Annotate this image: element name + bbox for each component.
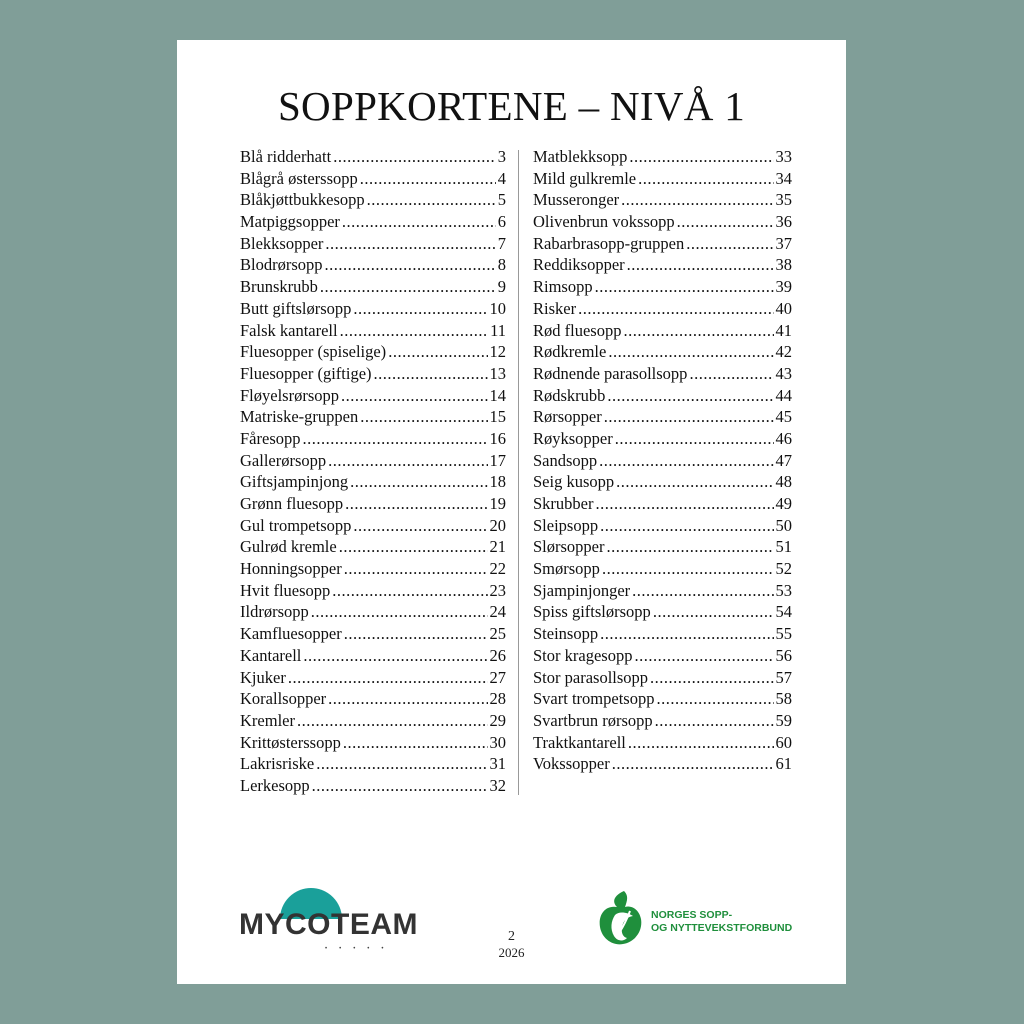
toc-entry [533, 558, 792, 580]
toc-entry-name: Smørsopp [533, 559, 600, 579]
toc-entry [240, 601, 506, 623]
toc-leader-dots [388, 341, 487, 363]
column-divider [518, 150, 519, 795]
toc-leader-dots [360, 168, 496, 190]
nsn-wordmark [651, 909, 792, 935]
document-page [177, 40, 846, 984]
toc-entry-name: Giftsjampinjong [240, 472, 349, 492]
toc-leader-dots [353, 298, 487, 320]
toc-entry-page: 51 [775, 537, 792, 557]
toc-leader-dots [343, 732, 488, 754]
toc-entry-name: Spiss giftslørsopp [533, 602, 651, 622]
toc-entry-page: 34 [775, 168, 792, 188]
toc-entry [533, 406, 792, 428]
toc-entry [533, 276, 792, 298]
toc-leader-dots [311, 601, 488, 623]
toc-entry [240, 645, 506, 667]
toc-entry-name: Vokssopper [533, 754, 610, 774]
toc-leader-dots [374, 363, 488, 385]
toc-right-column [533, 146, 792, 775]
toc-entry [533, 601, 792, 623]
toc-entry-name: Grønn fluesopp [240, 494, 344, 513]
toc-entry-name: Matblekksopp [533, 147, 628, 166]
toc-leader-dots [656, 688, 773, 710]
toc-entry [240, 623, 506, 645]
toc-entry-page: 4 [497, 168, 506, 188]
toc-leader-dots [344, 558, 488, 580]
toc-leader-dots [312, 775, 488, 797]
toc-entry [533, 146, 792, 168]
toc-leader-dots [650, 667, 773, 689]
toc-entry-page: 52 [775, 559, 792, 579]
toc-entry [240, 406, 506, 428]
page-title: SOPPKORTENE – NIVÅ 1 [277, 83, 746, 129]
toc-entry-name: Hvit fluesopp [240, 580, 331, 600]
toc-entry-page: 29 [489, 710, 506, 730]
toc-entry-name: Røyksopper [533, 428, 613, 448]
toc-entry-name: Korallsopper [240, 689, 327, 709]
toc-entry [240, 428, 506, 450]
toc-entry-page: 48 [775, 472, 792, 492]
toc-leader-dots [627, 254, 774, 276]
toc-entry-name: Blåkjøttbukkesopp [240, 190, 365, 210]
toc-leader-dots [345, 493, 487, 515]
toc-entry-page: 12 [489, 342, 506, 362]
toc-entry [533, 385, 792, 407]
toc-entry-page: 35 [775, 190, 792, 210]
toc-entry-name: Risker [533, 298, 577, 318]
toc-leader-dots [689, 363, 773, 385]
leaf-logo-icon [597, 889, 645, 947]
toc-entry-page: 5 [497, 190, 506, 210]
toc-entry-name: Skrubber [533, 494, 594, 513]
toc-leader-dots [325, 233, 495, 255]
toc-entry-page: 36 [775, 212, 792, 232]
toc-leader-dots [595, 276, 774, 298]
toc-leader-dots [303, 428, 488, 450]
toc-entry-name: Mild gulkremle [533, 168, 637, 188]
toc-entry-name: Fluesopper (giftige) [240, 363, 372, 383]
toc-entry [533, 450, 792, 472]
toc-leader-dots [616, 471, 773, 493]
toc-entry-page: 25 [489, 624, 506, 644]
toc-entry-name: Krittøsterssopp [240, 732, 341, 752]
toc-entry [240, 450, 506, 472]
toc-entry [533, 298, 792, 320]
toc-entry [240, 493, 506, 515]
toc-leader-dots [599, 450, 773, 472]
toc-leader-dots [342, 211, 496, 233]
toc-entry-page: 7 [497, 233, 506, 253]
toc-entry-name: Honningsopper [240, 559, 342, 579]
toc-entry-name: Olivenbrun vokssopp [533, 212, 675, 232]
toc-entry-page: 24 [489, 602, 506, 622]
toc-entry-page: 8 [497, 255, 506, 275]
toc-leader-dots [608, 341, 773, 363]
toc-entry-page: 42 [775, 342, 792, 362]
mycoteam-wordmark: MYCOTEAM [239, 908, 418, 941]
toc-entry [533, 515, 792, 537]
toc-entry [240, 363, 506, 385]
toc-entry-page: 37 [775, 233, 792, 253]
toc-entry-name: Blekksopper [240, 233, 324, 253]
toc-leader-dots [320, 276, 496, 298]
toc-entry-name: Blodrørsopp [240, 255, 323, 275]
toc-entry-name: Stor parasollsopp [533, 667, 649, 687]
toc-entry [240, 146, 506, 168]
nsn-logo [597, 889, 797, 949]
toc-entry-page: 26 [489, 645, 506, 665]
toc-entry [533, 732, 792, 754]
toc-entry [533, 667, 792, 689]
toc-entry [240, 233, 506, 255]
toc-entry [240, 536, 506, 558]
toc-leader-dots [340, 320, 489, 342]
toc-entry [533, 211, 792, 233]
toc-leader-dots [628, 732, 774, 754]
toc-leader-dots [333, 146, 496, 168]
toc-leader-dots [655, 710, 774, 732]
toc-entry-name: Gul trompetsopp [240, 515, 352, 535]
toc-leader-dots [607, 536, 774, 558]
toc-entry-page: 19 [489, 494, 506, 513]
toc-entry-name: Lakrisriske [240, 754, 315, 774]
toc-entry-name: Kjuker [240, 667, 286, 687]
toc-entry-page: 13 [489, 363, 506, 383]
toc-entry-name: Stor kragesopp [533, 645, 633, 665]
toc-leader-dots [604, 406, 774, 428]
toc-entry [240, 558, 506, 580]
toc-entry [533, 168, 792, 190]
toc-entry-page: 57 [775, 667, 792, 687]
toc-entry [533, 254, 792, 276]
toc-entry-page: 16 [489, 428, 506, 448]
toc-entry [533, 623, 792, 645]
toc-entry-page: 30 [489, 732, 506, 752]
toc-entry-page: 58 [775, 689, 792, 709]
toc-entry-page: 6 [497, 212, 506, 232]
toc-entry-name: Matriske-gruppen [240, 407, 359, 427]
toc-entry [533, 580, 792, 602]
toc-entry [240, 211, 506, 233]
toc-entry-page: 39 [775, 277, 792, 297]
toc-entry-name: Slørsopper [533, 537, 605, 557]
toc-entry-name: Ildrørsopp [240, 602, 309, 622]
toc-entry [240, 385, 506, 407]
toc-entry-page: 46 [775, 428, 792, 448]
toc-entry-name: Sandsopp [533, 450, 598, 470]
toc-entry-page: 17 [489, 450, 506, 470]
toc-entry-name: Blå ridderhatt [240, 147, 332, 166]
year: 2026 [498, 945, 525, 960]
toc-entry-name: Lerkesopp [240, 775, 310, 795]
toc-leader-dots [623, 320, 773, 342]
toc-leader-dots [339, 536, 488, 558]
toc-leader-dots [328, 450, 487, 472]
toc-leader-dots [607, 385, 773, 407]
toc-leader-dots [634, 645, 773, 667]
toc-entry [240, 168, 506, 190]
toc-entry-page: 53 [775, 580, 792, 600]
toc-leader-dots [353, 515, 487, 537]
toc-entry [533, 189, 792, 211]
toc-entry-name: Musseronger [533, 190, 620, 210]
toc-leader-dots [602, 558, 774, 580]
toc-entry [240, 298, 506, 320]
toc-entry-name: Blågrå østerssopp [240, 168, 358, 188]
toc-entry [240, 276, 506, 298]
toc-entry-name: Reddiksopper [533, 255, 625, 275]
toc-entry [240, 710, 506, 732]
toc-entry-name: Fåresopp [240, 428, 301, 448]
toc-entry-name: Rødskrubb [533, 385, 606, 405]
toc-entry-page: 21 [489, 537, 506, 557]
toc-entry-page: 27 [489, 667, 506, 687]
toc-leader-dots [288, 667, 488, 689]
toc-entry-name: Gallerørsopp [240, 450, 327, 470]
toc-entry [533, 753, 792, 775]
toc-entry [533, 233, 792, 255]
toc-entry-page: 38 [775, 255, 792, 275]
toc-entry-name: Rabarbrasopp-gruppen [533, 233, 685, 253]
toc-leader-dots [367, 189, 496, 211]
toc-entry [533, 428, 792, 450]
toc-entry-page: 60 [775, 732, 792, 752]
toc-entry-name: Kantarell [240, 645, 302, 665]
toc-entry-name: Svart trompetsopp [533, 689, 655, 709]
nsn-wordmark-line1: NORGES SOPP- [651, 909, 733, 921]
toc-entry-page: 9 [497, 277, 506, 297]
toc-entry-name: Falsk kantarell [240, 320, 338, 340]
toc-entry-page: 49 [775, 494, 792, 513]
toc-leader-dots [316, 753, 487, 775]
toc-entry-name: Fløyelsrørsopp [240, 385, 339, 405]
toc-entry [240, 688, 506, 710]
toc-entry-name: Butt giftslørsopp [240, 298, 352, 318]
toc-entry-page: 56 [775, 645, 792, 665]
toc-leader-dots [360, 406, 487, 428]
toc-leader-dots [328, 688, 487, 710]
toc-entry-page: 33 [775, 147, 792, 166]
toc-leader-dots [578, 298, 773, 320]
toc-entry-page: 11 [490, 320, 506, 340]
toc-leader-dots [325, 254, 496, 276]
toc-entry-page: 22 [489, 559, 506, 579]
toc-entry [533, 320, 792, 342]
toc-entry [533, 363, 792, 385]
toc-entry-page: 44 [775, 385, 792, 405]
toc-entry [533, 471, 792, 493]
toc-entry-page: 47 [775, 450, 792, 470]
toc-entry-name: Rimsopp [533, 277, 593, 297]
toc-entry [240, 753, 506, 775]
toc-leader-dots [596, 493, 774, 515]
toc-entry [533, 493, 792, 515]
toc-entry-page: 55 [775, 624, 792, 644]
toc-leader-dots [297, 710, 488, 732]
toc-entry [533, 688, 792, 710]
toc-leader-dots [332, 580, 487, 602]
toc-entry-page: 18 [489, 472, 506, 492]
toc-entry-name: Svartbrun rørsopp [533, 710, 653, 730]
toc-entry-page: 59 [775, 710, 792, 730]
toc-entry-name: Traktkantarell [533, 732, 626, 752]
toc-entry-page: 14 [489, 385, 506, 405]
toc-entry-page: 45 [775, 407, 792, 427]
toc-entry-name: Kamfluesopper [240, 624, 342, 644]
toc-entry [240, 254, 506, 276]
toc-entry [240, 320, 506, 342]
toc-entry-name: Sleipsopp [533, 515, 599, 535]
toc-left-column [240, 146, 506, 797]
toc-entry-page: 3 [497, 147, 506, 166]
toc-entry [533, 341, 792, 363]
toc-entry-page: 31 [489, 754, 506, 774]
toc-entry [240, 189, 506, 211]
toc-entry-name: Gulrød kremle [240, 537, 337, 557]
toc-entry [240, 732, 506, 754]
toc-entry-page: 28 [489, 689, 506, 709]
toc-leader-dots [686, 233, 773, 255]
toc-leader-dots [344, 623, 488, 645]
toc-entry [240, 515, 506, 537]
toc-leader-dots [629, 146, 773, 168]
toc-leader-dots [632, 580, 773, 602]
toc-entry [240, 667, 506, 689]
toc-entry-page: 50 [775, 515, 792, 535]
toc-leader-dots [600, 623, 773, 645]
toc-entry-name: Fluesopper (spiselige) [240, 342, 387, 362]
toc-entry-name: Matpiggsopper [240, 212, 340, 232]
toc-entry-name: Rødkremle [533, 342, 607, 362]
page-number: 2 [508, 929, 515, 944]
toc-entry [533, 710, 792, 732]
toc-entry-name: Rød fluesopp [533, 320, 622, 340]
nsn-wordmark-line2: OG NYTTEVEKSTFORBUND [651, 922, 793, 934]
toc-leader-dots [612, 753, 774, 775]
toc-entry-page: 20 [489, 515, 506, 535]
toc-entry-name: Sjampinjonger [533, 580, 631, 600]
toc-leader-dots [341, 385, 488, 407]
toc-entry [240, 580, 506, 602]
toc-entry-page: 54 [775, 602, 792, 622]
toc-leader-dots [350, 471, 487, 493]
toc-entry-page: 10 [489, 298, 506, 318]
toc-entry-page: 61 [775, 754, 792, 774]
toc-leader-dots [653, 601, 774, 623]
toc-entry [533, 645, 792, 667]
toc-entry-page: 41 [775, 320, 792, 340]
toc-leader-dots [615, 428, 774, 450]
toc-entry-name: Rørsopper [533, 407, 602, 427]
toc-leader-dots [621, 189, 773, 211]
toc-entry-name: Steinsopp [533, 624, 599, 644]
toc-entry-page: 43 [775, 363, 792, 383]
toc-entry [533, 536, 792, 558]
toc-entry-name: Kremler [240, 710, 295, 730]
toc-entry-name: Seig kusopp [533, 472, 615, 492]
toc-entry-name: Brunskrubb [240, 277, 318, 297]
toc-leader-dots [303, 645, 487, 667]
toc-entry-name: Rødnende parasollsopp [533, 363, 688, 383]
toc-entry-page: 32 [489, 775, 506, 795]
toc-entry-page: 15 [489, 407, 506, 427]
toc-leader-dots [677, 211, 774, 233]
toc-entry-page: 23 [489, 580, 506, 600]
toc-entry [240, 341, 506, 363]
toc-leader-dots [638, 168, 773, 190]
toc-leader-dots [600, 515, 773, 537]
toc-entry-page: 40 [775, 298, 792, 318]
toc-entry [240, 775, 506, 797]
toc-entry [240, 471, 506, 493]
